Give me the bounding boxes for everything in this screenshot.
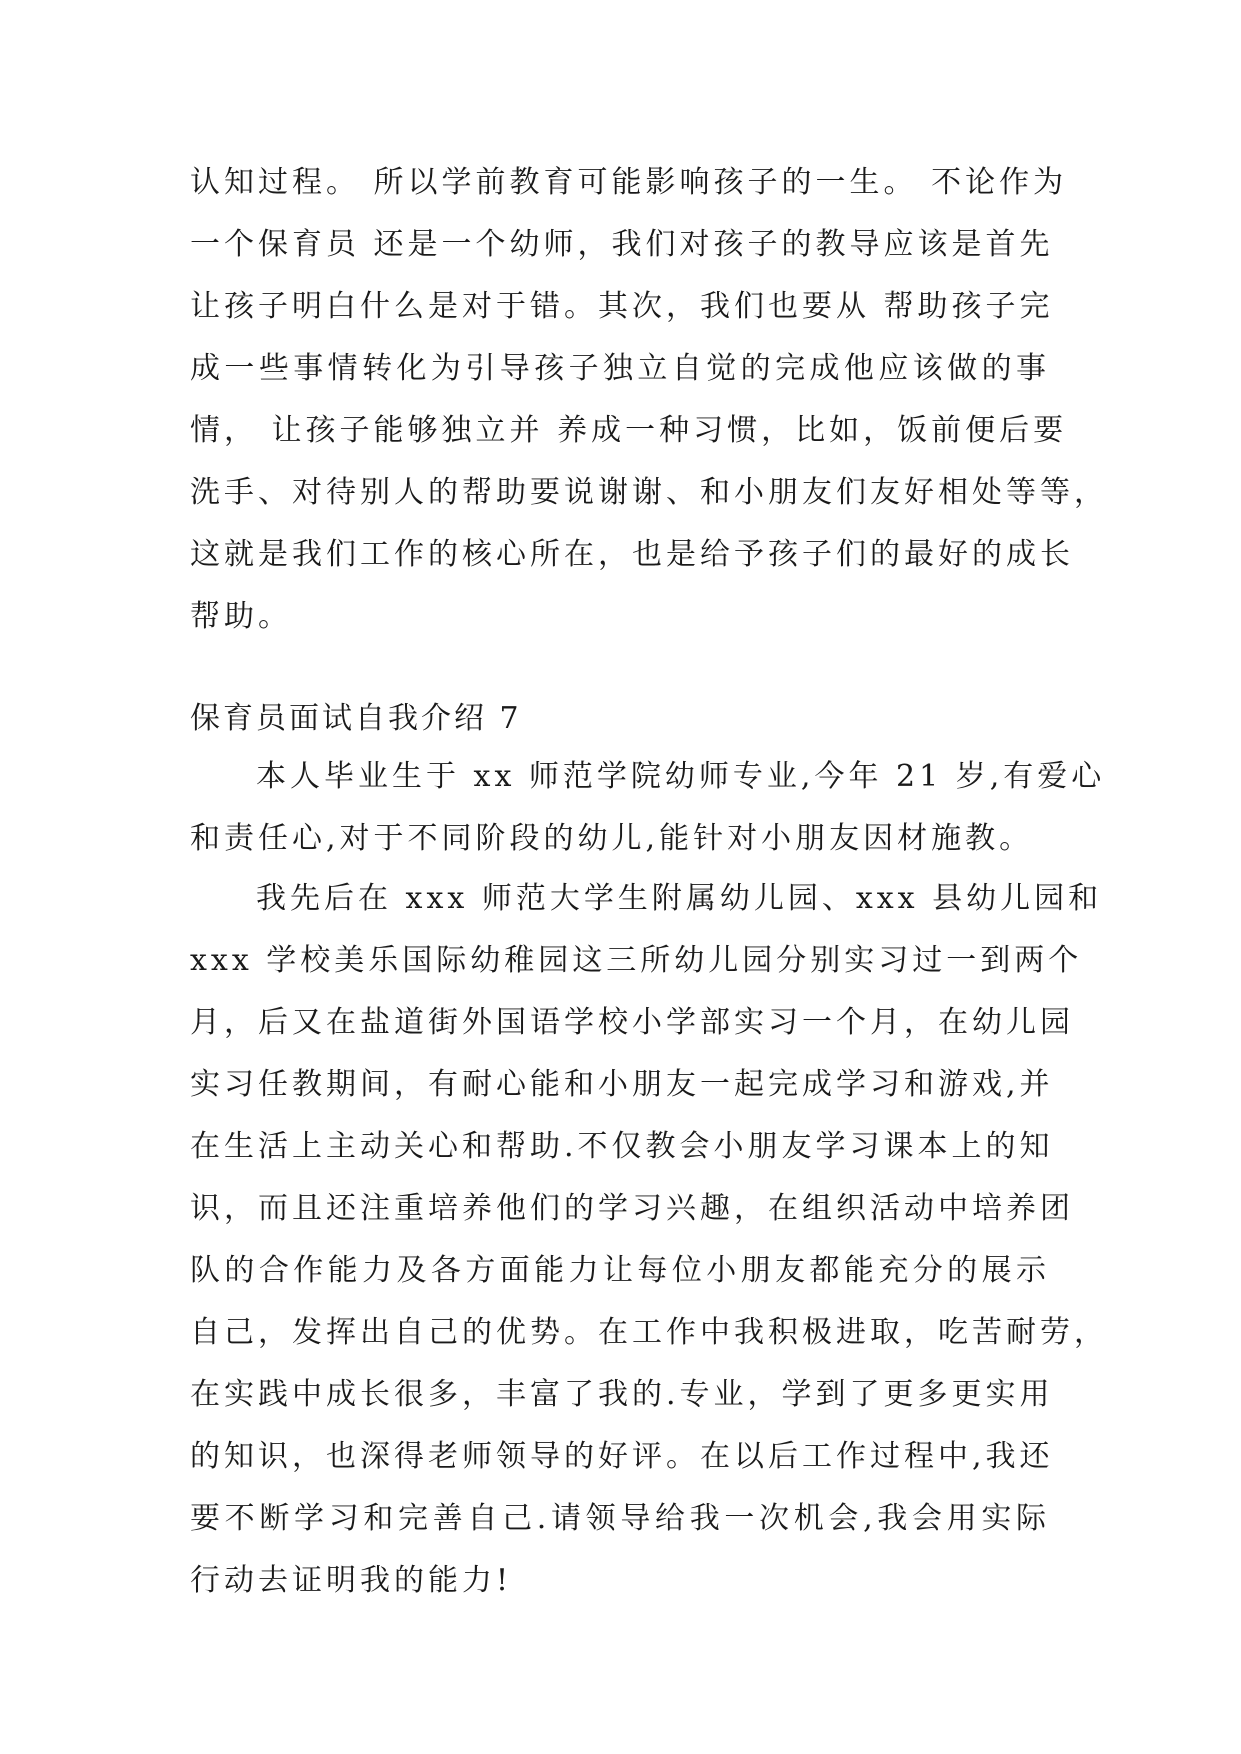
- text-line: 实习任教期间，有耐心能和小朋友一起完成学习和游戏,并: [190, 1067, 1054, 1102]
- text-line: 这就是我们工作的核心所在，也是给予孩子们的最好的成长: [190, 537, 1074, 572]
- section-heading-text: 保育员面试自我介绍 7: [190, 701, 522, 736]
- text-line: 洗手、对待别人的帮助要说谢谢、和小朋友们友好相处等等，: [190, 475, 1108, 510]
- text-line: 行动去证明我的能力!: [190, 1563, 513, 1598]
- text-line: 和责任心,对于不同阶段的幼儿,能针对小朋友因材施教。: [190, 821, 1034, 856]
- section-heading: [190, 688, 1050, 750]
- text-line: 我先后在 xxx 师范大学生附属幼儿园、xxx 县幼儿园和: [256, 881, 1103, 916]
- text-line: 月，后又在盐道街外国语学校小学部实习一个月，在幼儿园: [190, 1005, 1074, 1040]
- text-line: 帮助。: [190, 599, 292, 634]
- paragraph-continuation: [190, 152, 1108, 648]
- text-line: 队的合作能力及各方面能力让每位小朋友都能充分的展示: [190, 1253, 1050, 1288]
- text-line: 识，而且还注重培养他们的学习兴趣，在组织活动中培养团: [190, 1191, 1074, 1226]
- text-line: 一个保育员 还是一个幼师，我们对孩子的教导应该是首先: [190, 227, 1054, 262]
- text-line: 在实践中成长很多，丰富了我的.专业，学到了更多更实用: [190, 1377, 1054, 1412]
- text-line: 的知识，也深得老师领导的好评。在以后工作过程中,我还: [190, 1439, 1054, 1474]
- paragraph-intro: [190, 746, 1106, 870]
- text-line: 情， 让孩子能够独立并 养成一种习惯，比如，饭前便后要: [190, 413, 1068, 448]
- paragraph-experience: [190, 868, 1108, 1612]
- text-line: 本人毕业生于 xx 师范学院幼师专业,今年 21 岁,有爱心: [256, 759, 1106, 794]
- text-line: 自己，发挥出自己的优势。在工作中我积极进取，吃苦耐劳，: [190, 1315, 1108, 1350]
- text-line: 要不断学习和完善自己.请领导给我一次机会,我会用实际: [190, 1501, 1050, 1536]
- text-line: xxx 学校美乐国际幼稚园这三所幼儿园分别实习过一到两个: [190, 943, 1083, 978]
- text-line: 认知过程。 所以学前教育可能影响孩子的一生。 不论作为: [190, 165, 1068, 200]
- text-line: 让孩子明白什么是对于错。其次，我们也要从 帮助孩子完: [190, 289, 1054, 324]
- text-line: 在生活上主动关心和帮助.不仅教会小朋友学习课本上的知: [190, 1129, 1054, 1164]
- text-line: 成一些事情转化为引导孩子独立自觉的完成他应该做的事: [190, 351, 1050, 386]
